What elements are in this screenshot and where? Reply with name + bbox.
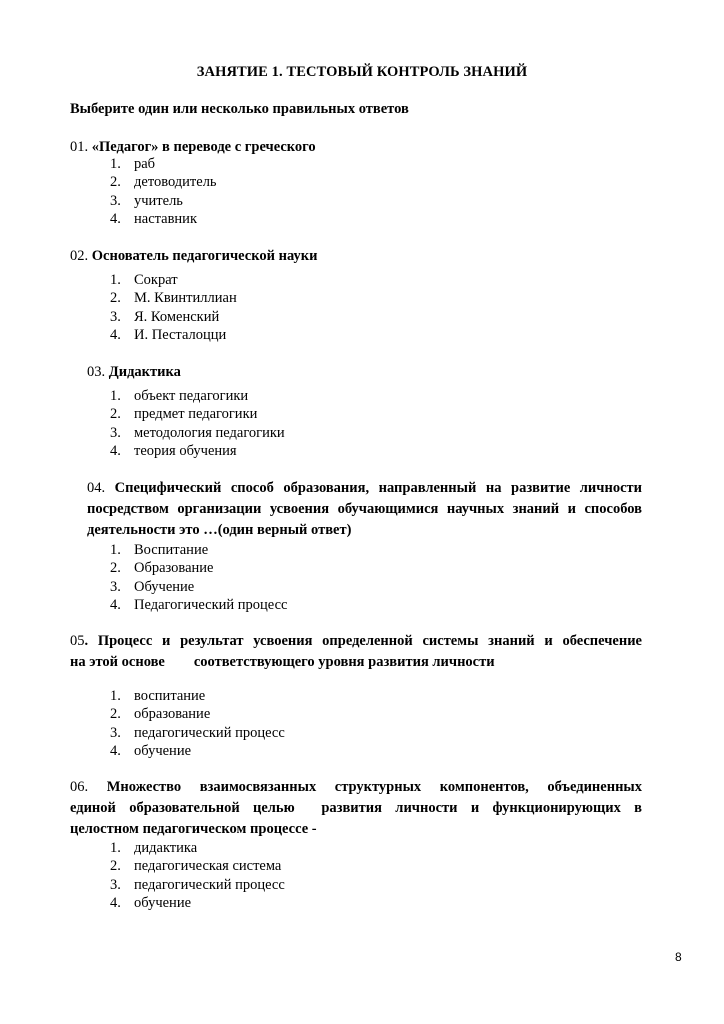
option: 4. обучение bbox=[110, 895, 192, 912]
question-5 bbox=[70, 631, 642, 673]
option: 3. Я. Коменский bbox=[110, 308, 220, 325]
options-list-2 bbox=[110, 271, 237, 345]
option: 1. Воспитание bbox=[110, 542, 209, 558]
option: 2. образование bbox=[110, 706, 211, 723]
question-text-line: единой образовательной целью развития личности и функционирующих в bbox=[70, 800, 642, 816]
option: 1. Сократ bbox=[110, 272, 178, 288]
page-title: ЗАНЯТИЕ 1. ТЕСТОВЫЙ КОНТРОЛЬ ЗНАНИЙ bbox=[196, 64, 528, 80]
options-list-3 bbox=[110, 387, 285, 461]
question-text-line: посредством организации усвоения обучающимися научных знаний и способов bbox=[87, 501, 642, 517]
question-number: 04. bbox=[87, 480, 106, 496]
option: 3. Обучение bbox=[110, 578, 195, 595]
question-number: 06. bbox=[70, 779, 89, 795]
instruction: Выберите один или несколько правильных ответов bbox=[70, 101, 409, 117]
options-list-1 bbox=[110, 155, 217, 229]
option: 1. дидактика bbox=[110, 840, 198, 856]
option: 4. наставник bbox=[110, 211, 197, 228]
question-number: 05 bbox=[70, 633, 85, 649]
question-4 bbox=[87, 478, 642, 541]
option: 3. педагогический процесс bbox=[110, 876, 285, 893]
option: 3. методология педагогики bbox=[110, 424, 285, 441]
option: 3. педагогический процесс bbox=[110, 724, 285, 741]
option: 3. учитель bbox=[110, 192, 183, 209]
option: 1. объект педагогики bbox=[110, 388, 249, 404]
question-text-line: 04. Специфический способ образования, направленный на развитие личности bbox=[87, 480, 642, 496]
options-list-6 bbox=[110, 839, 285, 913]
option: 4. И. Песталоцци bbox=[110, 327, 227, 344]
question-text: Основатель педагогической науки bbox=[91, 248, 318, 264]
question-number: 01. bbox=[70, 139, 89, 155]
question-text-line: на этой основе соответствующего уровня развития личности bbox=[70, 654, 495, 670]
page-number: 8 bbox=[675, 950, 682, 964]
option: 4. обучение bbox=[110, 743, 192, 760]
option: 2. предмет педагогики bbox=[110, 406, 258, 423]
option: 2. Образование bbox=[110, 560, 214, 577]
question-text-line: целостном педагогическом процессе - bbox=[70, 821, 317, 837]
option: 2. детоводитель bbox=[110, 174, 217, 191]
question-number: 02. bbox=[70, 248, 89, 264]
question-number: 03. bbox=[87, 364, 106, 380]
option: 2. М. Квинтиллиан bbox=[110, 290, 237, 307]
question-text-line: деятельности это …(один верный ответ) bbox=[87, 522, 352, 538]
options-list-4 bbox=[110, 541, 287, 615]
question-2 bbox=[70, 246, 642, 267]
options-list-5 bbox=[110, 687, 285, 761]
question-text-line: 06. Множество взаимосвязанных структурных компонентов, объединенных bbox=[70, 779, 642, 795]
question-text: «Педагог» в переводе с греческого bbox=[91, 139, 316, 155]
question-3 bbox=[87, 362, 642, 383]
option: 4. Педагогический процесс bbox=[110, 597, 288, 614]
option: 1. воспитание bbox=[110, 688, 206, 704]
question-text: Дидактика bbox=[108, 364, 181, 380]
option: 2. педагогическая система bbox=[110, 858, 282, 875]
question-text-line: 05. Процесс и результат усвоения определенной системы знаний и обеспечение bbox=[70, 633, 642, 649]
question-6 bbox=[70, 777, 642, 840]
option: 4. теория обучения bbox=[110, 443, 237, 460]
option: 1. раб bbox=[110, 156, 156, 172]
